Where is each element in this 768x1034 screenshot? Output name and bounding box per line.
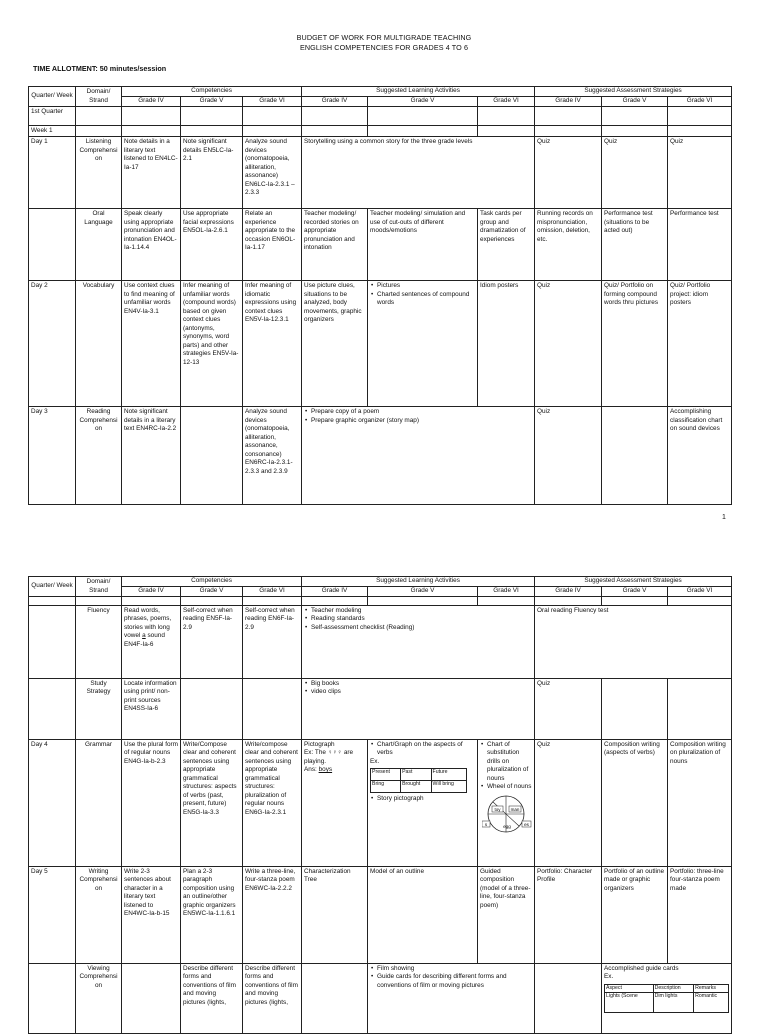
- assessment-cell: Composition writing (aspects of verbs): [602, 740, 668, 867]
- document-title: BUDGET OF WORK FOR MULTIGRADE TEACHING: [296, 33, 472, 42]
- activity-cell: Use picture clues, situations to be analyzed, body movements, graphic organizers: [302, 281, 368, 407]
- header-grade-iv: Grade IV: [302, 97, 368, 107]
- film-table-head: Aspect: [605, 984, 654, 992]
- wheel-of-nouns-diagram: [482, 794, 532, 836]
- verb-table-cell: Brought: [401, 781, 431, 793]
- header-grade-vi: Grade VI: [478, 97, 535, 107]
- header-grade-vi: Grade VI: [668, 97, 732, 107]
- bullet-item: • Teacher modeling: [311, 607, 532, 615]
- verb-table-head: Future: [431, 769, 466, 781]
- competency-cell: Self-correct when reading EN6F-Ia-2.9: [243, 606, 302, 679]
- bullet-item: • Prepare copy of a poem: [311, 408, 532, 416]
- competency-cell: Describe different forms and conventions of film and moving pictures (lights,: [243, 964, 302, 1034]
- assessment-cell: [602, 964, 732, 1034]
- verb-table-cell: Bring: [371, 781, 401, 793]
- competency-cell: Analyze sound devices (onomatopoeia, alliteration, assonance, consonance) EN6RC-Ia-2.3.1-2.3.3 and 2.3.9: [243, 407, 302, 505]
- verb-table-head: Past: [401, 769, 431, 781]
- header-grade-iv: Grade IV: [122, 97, 181, 107]
- competency-cell: Write/Compose clear and coherent sentences using appropriate grammatical structures: aspects of verbs (past, present, future) EN5G-Ia-3.3: [181, 740, 243, 867]
- assessment-cell: Portfolio of an outline made or graphic organizers: [602, 867, 668, 964]
- strand-label: Writing Comprehension: [76, 867, 122, 964]
- header-grade-iv: Grade IV: [535, 587, 602, 597]
- activity-cell: [368, 281, 478, 407]
- film-aspect-table: [604, 984, 729, 1013]
- competency-cell: Infer meaning of idiomatic expressions using context clues EN5V-Ia-12.3.1: [243, 281, 302, 407]
- header-grade-vi: Grade VI: [243, 587, 302, 597]
- competency-cell: Note significant details in a literary text EN4RC-Ia-2.2: [122, 407, 181, 505]
- bullet-item: • Pictures: [377, 282, 475, 290]
- verb-table-head: Present: [371, 769, 401, 781]
- activity-cell: Model of an outline: [368, 867, 478, 964]
- bullet-item: • Wheel of nouns: [487, 783, 532, 791]
- strand-label: Oral Language: [76, 209, 122, 281]
- bullet-item: • Story pictograph: [377, 795, 475, 803]
- table-row: [29, 281, 732, 407]
- competency-cell: Use appropriate facial expressions EN5OL-Ia-2.6.1: [181, 209, 243, 281]
- day-label: Day 4: [29, 740, 76, 867]
- header-assessment: Suggested Assessment Strategies: [535, 87, 732, 97]
- assessment-cell: Composition writing on pluralization of nouns: [668, 740, 732, 867]
- competency-cell: Relate an experience appropriate to the occasion EN6OL-Ia-1.17: [243, 209, 302, 281]
- bullet-item: • Guide cards for describing different forms and conventions of film or moving pictures: [377, 973, 532, 990]
- assessment-cell: Quiz: [535, 407, 602, 505]
- header-activities: Suggested Learning Activities: [302, 87, 535, 97]
- header-grade-v: Grade V: [602, 587, 668, 597]
- competency-cell: Self-correct when reading EN5F-Ia-2.9: [181, 606, 243, 679]
- strand-label: Reading Comprehension: [76, 407, 122, 505]
- quarter-label: 1st Quarter: [29, 107, 76, 126]
- document-subtitle: ENGLISH COMPETENCIES FOR GRADES 4 TO 6: [299, 43, 469, 52]
- bullet-item: • Film showing: [377, 965, 532, 973]
- assessment-cell: Quiz: [535, 679, 602, 740]
- competency-cell: Locate information using print/ non-print sources EN4SS-Ia-6: [122, 679, 181, 740]
- header-quarter-week: Quarter/ Week: [29, 577, 76, 597]
- activity-cell: [302, 679, 535, 740]
- example-label: Ex.: [370, 757, 380, 765]
- activity-cell: Storytelling using a common story for the three grade levels: [302, 137, 535, 209]
- list-item-text: video clips: [311, 688, 341, 696]
- pictograph-answer: [304, 766, 365, 774]
- assessment-cell: Portfolio: Character Profile: [535, 867, 602, 964]
- answer-value: boys: [318, 766, 333, 774]
- strand-label: Vocabulary: [76, 281, 122, 407]
- table-row: [29, 740, 732, 867]
- activity-cell: Teacher modeling/ recorded stories on appropriate pronunciation and intonation: [302, 209, 368, 281]
- competency-cell: Write 2-3 sentences about character in a literary text listened to EN4WC-Ia-b-15: [122, 867, 181, 964]
- header-quarter-week: Quarter/ Week: [29, 87, 76, 107]
- header-grade-v: Grade V: [181, 587, 243, 597]
- activity-cell: Idiom posters: [478, 281, 535, 407]
- competency-cell: Describe different forms and conventions of film and moving pictures (lights,: [181, 964, 243, 1034]
- competency-cell: Plan a 2-3 paragraph composition using an outline/other graphic organizers EN5WC-Ia-1.1.6.1: [181, 867, 243, 964]
- day-label: Day 3: [29, 407, 76, 505]
- header-grade-iv: Grade IV: [535, 97, 602, 107]
- example-label: Ex.: [604, 973, 614, 981]
- list-item: [311, 688, 532, 696]
- film-table-head: Remarks: [694, 984, 729, 992]
- activity-cell: Teacher modeling/ simulation and use of cut-outs of different moods/emotions: [368, 209, 478, 281]
- assessment-cell: Quiz: [535, 281, 602, 407]
- assessment-cell: Performance test: [668, 209, 732, 281]
- page1-table: [28, 86, 732, 505]
- day-label: Day 1: [29, 137, 76, 209]
- film-table-cell: Lights (Scene: [605, 992, 654, 1012]
- header-grade-v: Grade V: [181, 97, 243, 107]
- wheel-label: s: [484, 821, 488, 827]
- wheel-label: es: [524, 821, 529, 827]
- competency-cell: Infer meaning of unfamiliar words (compound words) based on given context clues (antonyms, synonyms, word parts) and other strategies EN5V-Ia-12-13: [181, 281, 243, 407]
- strand-label: Viewing Comprehension: [76, 964, 122, 1034]
- activity-cell: [302, 606, 535, 679]
- wheel-label: egg: [503, 823, 511, 829]
- header-domain-strand: Domain/ Strand: [76, 87, 122, 107]
- bullet-item: • Chart/Graph on the aspects of verbs: [377, 741, 475, 758]
- activity-cell: [478, 740, 535, 867]
- header-grade-v: Grade V: [368, 587, 478, 597]
- activity-cell: Guided composition (model of a three-line, four-stanza poem): [478, 867, 535, 964]
- table-row: [29, 407, 732, 505]
- table-row: [29, 679, 732, 740]
- header-domain-strand: Domain/ Strand: [76, 577, 122, 597]
- bullet-item: • Chart of substitution drills on pluralization of nouns: [487, 741, 532, 783]
- table-row: [29, 209, 732, 281]
- activity-cell: [302, 740, 368, 867]
- header-competencies: Competencies: [122, 577, 302, 587]
- competency-cell: Write/compose clear and coherent sentences using appropriate grammatical structures: pluralization of regular nouns EN6G-Ia-2.3.1: [243, 740, 302, 867]
- assessment-cell: Oral reading Fluency test: [535, 606, 732, 679]
- header-grade-vi: Grade VI: [243, 97, 302, 107]
- activity-cell: Task cards per group and dramatization of experiences: [478, 209, 535, 281]
- wheel-label: man: [510, 806, 520, 812]
- bullet-item: • Self-assessment checklist (Reading): [311, 624, 532, 632]
- competency-cell: Use the plural form of regular nouns EN4G-Ia-b-2.3: [122, 740, 181, 867]
- wheel-label: toy: [494, 806, 501, 812]
- header-grade-iv: Grade IV: [122, 587, 181, 597]
- pictograph-title: Pictograph: [304, 741, 335, 748]
- assessment-cell: Quiz/ Portfolio on forming compound words thru pictures: [602, 281, 668, 407]
- page2-table: [28, 576, 732, 1034]
- assessment-text: Accomplished guide cards: [604, 965, 679, 972]
- competency-cell: Analyze sound devices (onomatopoeia, alliteration, assonance) EN6LC-Ia-2.3.1 – 2.3.3: [243, 137, 302, 209]
- bullet-item: • Charted sentences of compound words: [377, 291, 475, 308]
- assessment-cell: Quiz: [602, 137, 668, 209]
- assessment-cell: Performance test (situations to be acted out): [602, 209, 668, 281]
- verb-table-cell: Will bring: [431, 781, 466, 793]
- competency-cell: Use context clues to find meaning of unfamiliar words EN4V-Ia-3.1: [122, 281, 181, 407]
- week-label: Week 1: [29, 126, 76, 137]
- header-competencies: Competencies: [122, 87, 302, 97]
- activity-cell: [368, 740, 478, 867]
- pictograph-example: Ex: The ♀♀♀ are playing.: [304, 749, 354, 765]
- competency-cell: Write a three-line, four-stanza poem EN6WC-Ia-2.2.2: [243, 867, 302, 964]
- time-allotment: TIME ALLOTMENT: 50 minutes/session: [33, 64, 167, 73]
- day-label: Day 2: [29, 281, 76, 407]
- table-row: [29, 137, 732, 209]
- strand-label: Listening Comprehension: [76, 137, 122, 209]
- assessment-cell: Accomplishing classification chart on sound devices: [668, 407, 732, 505]
- strand-label: Grammar: [76, 740, 122, 867]
- assessment-cell: Quiz: [535, 137, 602, 209]
- header-activities: Suggested Learning Activities: [302, 577, 535, 587]
- header-grade-iv: Grade IV: [302, 587, 368, 597]
- verb-aspect-table: [370, 768, 467, 793]
- competency-cell: Speak clearly using appropriate pronunciation and intonation EN4OL-Ia-1.14.4: [122, 209, 181, 281]
- film-table-head: Description: [653, 984, 694, 992]
- activity-cell: Characterization Tree: [302, 867, 368, 964]
- activity-cell: [368, 964, 535, 1034]
- assessment-cell: Quiz: [668, 137, 732, 209]
- film-table-cell: Dim lights: [653, 992, 694, 1012]
- answer-label: Ans:: [304, 766, 319, 774]
- assessment-cell: Running records on mispronunciation, omission, deletion, etc.: [535, 209, 602, 281]
- activity-cell: [302, 407, 535, 505]
- assessment-cell: Quiz/ Portfolio project: idiom posters: [668, 281, 732, 407]
- competency-cell: Note details in a literary text listened to EN4LC-Ia-17: [122, 137, 181, 209]
- table-row: [29, 867, 732, 964]
- strand-label: Study Strategy: [76, 679, 122, 740]
- competency-cell: Note significant details EN5LC-Ia-2.1: [181, 137, 243, 209]
- bullet-item: • Reading standards: [311, 615, 532, 623]
- header-grade-v: Grade V: [602, 97, 668, 107]
- header-grade-vi: Grade VI: [478, 587, 535, 597]
- table-row: [29, 606, 732, 679]
- header-grade-v: Grade V: [368, 97, 478, 107]
- assessment-cell: Portfolio: three-line four-stanza poem made: [668, 867, 732, 964]
- header-grade-vi: Grade VI: [668, 587, 732, 597]
- day-label: Day 5: [29, 867, 76, 964]
- page-number: 1: [722, 514, 726, 521]
- bullet-item: • Big books: [311, 680, 532, 688]
- assessment-cell: Quiz: [535, 740, 602, 867]
- bullet-item: • Prepare graphic organizer (story map): [311, 417, 532, 425]
- strand-label: Fluency: [76, 606, 122, 679]
- competency-cell: Read words, phrases, poems, stories with long vowel a sound EN4F-Ia-6: [122, 606, 181, 679]
- table-row: [29, 964, 732, 1034]
- header-assessment: Suggested Assessment Strategies: [535, 577, 732, 587]
- film-table-cell: Romantic: [694, 992, 729, 1012]
